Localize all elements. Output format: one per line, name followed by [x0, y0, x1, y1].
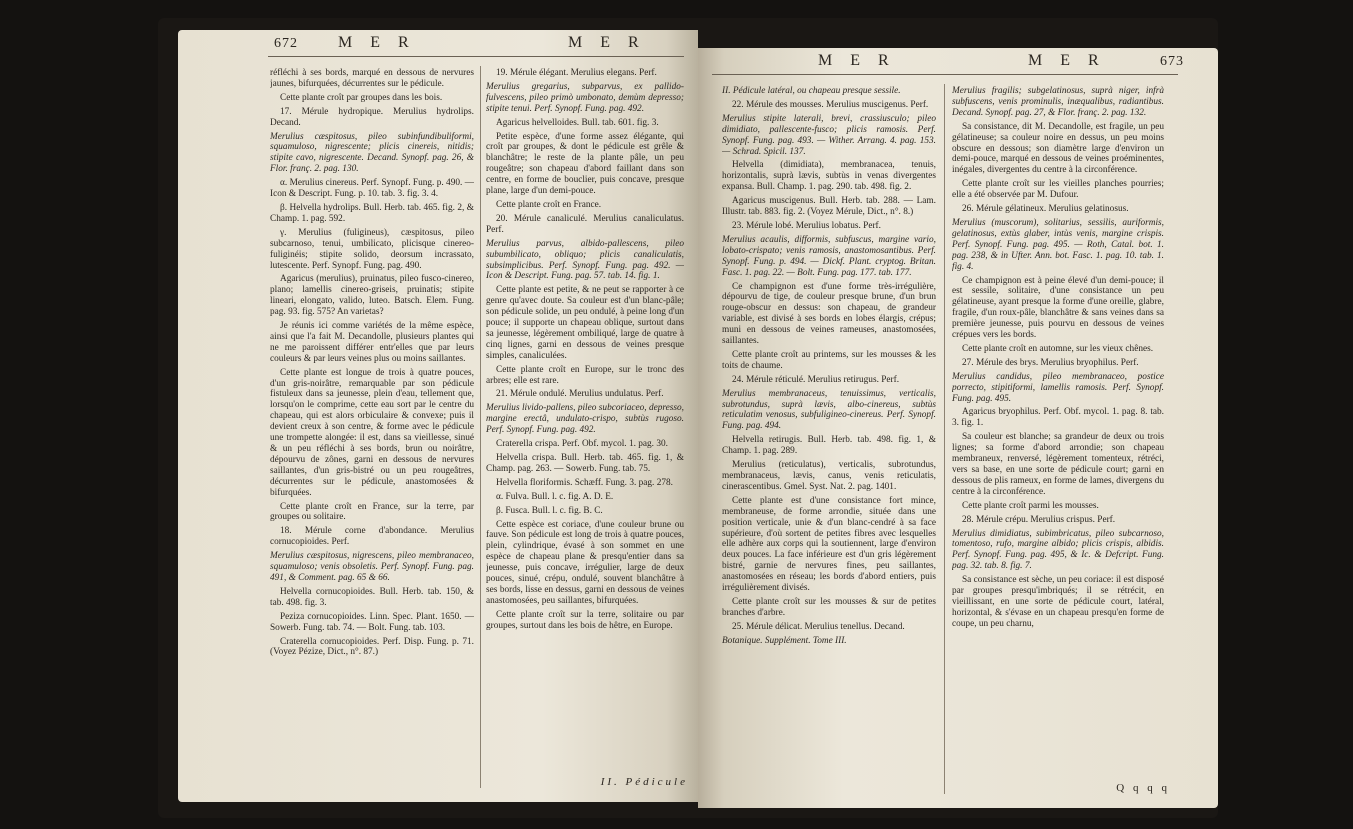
- entry-heading: 27. Mérule des brys. Merulius bryophilus. Perf.: [962, 357, 1139, 368]
- entry-heading: 18. Mérule corne d'abondance. Merulius cornucopioides. Perf.: [270, 526, 474, 548]
- paragraph: Agaricus bryophilus. Perf. Obf. mycol. 1. pag. 8. tab. 3. fig. 1.: [952, 407, 1164, 429]
- left-page: [178, 30, 698, 802]
- paragraph: Merulius fragilis; subgelatinosus, suprà niger, infrà subfuscens, venis prominulis, inæqualibus, radiantibus. Decand. Synopf. pag. 27, & Flor. franç. 2. pag. 132.: [952, 86, 1164, 118]
- paragraph: Merulius cæspitosus, nigrescens, pileo membranaceo, squamuloso; venis obsoletis. Perf. Synopf. Fung. pag. 491, & Comment. pag. 65 & 66.: [270, 551, 474, 583]
- entry-heading: 17. Mérule hydropique. Merulius hydrolips. Decand.: [270, 106, 474, 128]
- paragraph: β. Fusca. Bull. l. c. fig. B. C.: [496, 505, 603, 516]
- paragraph: Ce champignon est à peine élevé d'un demi-pouce; il est sessile, solitaire, d'une consistance un peu gélatineuse, ayant presque la forme d'une oreille, glabre, fragile, d'un roux-pâle, blanchâtre & sans veines dans sa première jeunesse, puis pourvu en dessous de veines crépues vers les bords.: [952, 275, 1164, 341]
- paragraph: Merulius gregarius, subparvus, ex pallido-fulvescens, pileo primò umbonato, demùm depresso; stipite tenui. Perf. Synopf. Fung. pag. 492.: [486, 81, 684, 114]
- paragraph: Helvella floriformis. Schæff. Fung. 3. pag. 278.: [496, 477, 673, 488]
- entry-heading: 22. Mérule des mousses. Merulius muscigenus. Perf.: [732, 99, 929, 110]
- left-header-rule: [268, 56, 684, 57]
- right-header-rule: [712, 74, 1178, 75]
- right-running-head-2: M E R: [1028, 52, 1106, 69]
- paragraph: Cette plante croît en Europe, sur le tronc des arbres; elle est rare.: [486, 364, 684, 386]
- left-page-number: 672: [274, 36, 298, 51]
- paragraph: Craterella cornucopioides. Perf. Disp. Fung. p. 71. (Voyez Pézize, Dict., n°. 87.): [270, 636, 474, 658]
- left-column-separator: [480, 66, 481, 788]
- paragraph: Agaricus helvelloides. Bull. tab. 601. fig. 3.: [496, 117, 659, 128]
- left-running-head-2: M E R: [568, 34, 646, 51]
- paragraph: Craterella crispa. Perf. Obf. mycol. 1. pag. 30.: [496, 439, 668, 450]
- paragraph: Peziza cornucopioides. Linn. Spec. Plant. 1650. — Sowerb. Fung. tab. 74. — Bolt. Fung. tab. 103.: [270, 611, 474, 633]
- paragraph: Cette plante croît en automne, sur les vieux chênes.: [962, 343, 1154, 354]
- paragraph: Cette plante croît parmi les mousses.: [962, 500, 1099, 511]
- paragraph: Merulius cæspitosus, pileo subinfundibuliformi, squamuloso, nigrescente; plicis cinereis, nitidis; stipite cavo, nigrescente. Decand. Synopf. pag. 26, & Flor. franç. 2. pag. 130.: [270, 131, 474, 175]
- paragraph: Agaricus muscigenus. Bull. Herb. tab. 288. — Lam. Illustr. tab. 883. fig. 2. (Voyez Mérule, Dict., n°. 8.): [722, 196, 936, 218]
- paragraph: Cette plante croît au printems, sur les mousses & les toits de chaume.: [722, 349, 936, 371]
- paragraph: Cette plante croît sur les mousses & sur de petites branches d'arbre.: [722, 596, 936, 618]
- right-column-2: [952, 86, 1164, 798]
- paragraph: Cette plante croît en France.: [496, 199, 602, 210]
- paragraph: Cette plante croît sur les vieilles planches pourries; elle a été observée par M. Dufour.: [952, 179, 1164, 201]
- paragraph: Merulius dimidiatus, subimbricatus, pileo subcarnoso, tomentoso, rufo, margine albido; plicis crispis, albidis. Perf. Synopf. Fung. pag. 495, & Ic. & Defcript. Fung. pag. 32. tab. 8. fig. 7.: [952, 528, 1164, 572]
- paragraph: Merulius membranaceus, tenuissimus, verticalis, subrotundus, suprà lævis, albo-cinereus, subtùs reticulatim venosus, subfuligineo-cinereus. Perf. Synopf. Fung. pag. 494.: [722, 388, 936, 432]
- paragraph: Botanique. Supplément. Tome III.: [722, 635, 847, 646]
- right-column-1: [722, 86, 936, 798]
- paragraph: Merulius (reticulatus), verticalis, subrotundus, membranaceus, lævis, canus, venis reticulatis, cinerascentibus. Gmel. Syst. Nat. 2. pag. 1401.: [722, 460, 936, 492]
- paragraph: Sa consistance, dit M. Decandolle, est fragile, un peu gélatineuse; sa couleur noire en dessus, un peu moins obscure en dessous; son diamètre large d'environ un demi-pouce, marqué en dessous de veines proéminentes, inégales, divergentes du centre à la circonférence.: [952, 121, 1164, 176]
- paragraph: Cette plante croît par groupes dans les bois.: [280, 92, 443, 103]
- paragraph: γ. Merulius (fuligineus), cæspitosus, pileo subcarnoso, tenui, umbilicato, plicisque cinereo-fuliginéis; stipite solido, deorsum incrassato, lutescente. Perf. Synopf. Fung. pag. 490.: [270, 227, 474, 271]
- paragraph: Cette espèce est coriace, d'une couleur brune ou fauve. Son pédicule est long de trois à quatre pouces, plein, cylindrique, évasé à son sommet en une espèce de chapeau plane & presqu'entier dans sa jeunesse, puis concave, irrégulier, large de deux pouces, sinué, crépu, ondulé, souvent blanchâtre à ses bords, lisse en dessus, garni en dessous de veines anastomosées, peu saillantes, bifurquées.: [486, 519, 684, 606]
- left-column-2: [486, 68, 684, 792]
- paragraph: Cette plante est d'une consistance fort mince, membraneuse, de forme arrondie, située dans une position verticale, unie & d'un blanc-cendré à sa face supérieure, d'où sortent de petites fibres avec lesquelles elle adhère aux corps qui la soutiennent, large d'environ deux pouces. La face inférieure est d'un gris légèrement bistré, garnie de nervures fines, peu saillantes, anastomosées en réseau; les bords d'abord entiers, puis irrégulièrement divisés.: [722, 495, 936, 594]
- right-running-head-1: M E R: [818, 52, 896, 69]
- right-column-separator: [944, 84, 945, 794]
- right-catchword: Q q q q: [1116, 782, 1170, 794]
- paragraph: Je réunis ici comme variétés de la même espèce, ainsi que l'a fait M. Decandolle, plusieurs plantes qui ne me paroissent différer entr'elles que par leurs couleurs & par leurs veines plus ou moins saillantes.: [270, 321, 474, 364]
- entry-heading: 19. Mérule élégant. Merulius elegans. Perf.: [496, 68, 657, 78]
- entry-heading: 25. Mérule délicat. Merulius tenellus. Decand.: [732, 621, 905, 632]
- paragraph: Helvella cornucopioides. Bull. Herb. tab. 150, & tab. 498. fig. 3.: [270, 586, 474, 608]
- paragraph: Merulius acaulis, difformis, subfuscus, margine vario, lobato-crispato; venis ramosis, anastomosantibus. Perf. Synopf. Fung. p. 494. — Dickf. Plant. cryptog. Britan. Fasc. 1. pag. 22. — Bolt. Fung. pag. 177. tab. 177.: [722, 234, 936, 278]
- left-catchword: II. Pédicule: [600, 776, 688, 788]
- entry-heading: 24. Mérule réticulé. Merulius retirugus. Perf.: [732, 374, 900, 385]
- paragraph: α. Fulva. Bull. l. c. fig. A. D. E.: [496, 491, 614, 502]
- paragraph: II. Pédicule latéral, ou chapeau presque sessile.: [722, 86, 901, 96]
- paragraph: Sa consistance est sèche, un peu coriace: il est disposé par groupes presqu'imbriqués; il se rétrécit, en vieillissant, en une sorte de pédicule court, latéral, horizontal, & s'évase en un chapeau presqu'en forme de coupe, un peu charnu,: [952, 575, 1164, 629]
- paragraph: Helvella retirugis. Bull. Herb. tab. 498. fig. 1, & Champ. 1. pag. 289.: [722, 435, 936, 457]
- entry-heading: 28. Mérule crépu. Merulius crispus. Perf.: [962, 514, 1116, 525]
- paragraph: Agaricus (merulius), pruinatus, pileo fusco-cinereo, plano; lamellis cinereo-griseis, pruinatis; stipite lineari, elongato, valido, luteo. Batsch. Elem. Fung. pag. 93. fig. 575? An varietas?: [270, 274, 474, 318]
- paragraph: Merulius candidus, pileo membranaceo, postice porrecto, stipitiformi, lamellis ramosis. Perf. Synopf. Fung. pag. 495.: [952, 371, 1164, 404]
- paragraph: Merulius stipite laterali, brevi, crassiusculo; pileo dimidiato, pallescente-fusco; plicis ramosis. Perf. Synopf. Fung. pag. 493. — Wither. Arrang. 4. pag. 153. — Schrad. Spicil. 137.: [722, 113, 936, 157]
- paragraph: Cette plante croît en France, sur la terre, par groupes ou solitaire.: [270, 501, 474, 523]
- paragraph: Cette plante est longue de trois à quatre pouces, d'un gris-noirâtre, remarquable par son pédicule fistuleux dans sa jeunesse, plein d'eau, tellement que, lorsqu'on le comprime, cette eau sort par le centre du chapeau, qui est alors orbiculaire & convexe; puis il devient creux à son centre, & forme avec le pédicule une trompette alongée: il est, dans sa vieillesse, sinué & un peu réfléchi à ses bords, brun ou noirâtre, dépourvu de zônes, garni en dessous de nervures saillantes, d'un gris-bistré ou un peu rougeâtres, décurrentes sur le pédicule, anastomosées & bifurquées.: [270, 367, 474, 498]
- right-page: [698, 48, 1218, 808]
- paragraph: Helvella crispa. Bull. Herb. tab. 465. fig. 1, & Champ. pag. 263. — Sowerb. Fung. tab. 75.: [486, 453, 684, 474]
- paragraph: Cette plante croît sur la terre, solitaire ou par groupes, surtout dans les bois de hêtre, en Europe.: [486, 609, 684, 631]
- left-column-1: [270, 68, 474, 792]
- paragraph: β. Helvella hydrolips. Bull. Herb. tab. 465. fig. 2, & Champ. 1. pag. 592.: [270, 202, 474, 224]
- paragraph: Ce champignon est d'une forme très-irrégulière, dépourvu de tige, de couleur presque brune, d'un brun rouge-obscur en dessus: son chapeau, de grandeur variable, est divisé à ses bords en lobes élargis, crépus; muni en dessous de veines rameuses, anastomosées, saillantes.: [722, 281, 936, 347]
- right-page-number: 673: [1160, 54, 1184, 69]
- entry-heading: 20. Mérule canaliculé. Merulius canaliculatus. Perf.: [486, 213, 684, 235]
- paragraph: réfléchi à ses bords, marqué en dessous de nervures jaunes, bifurquées, décurrentes sur le pédicule.: [270, 68, 474, 89]
- entry-heading: 23. Mérule lobé. Merulius lobatus. Perf.: [732, 220, 881, 231]
- paragraph: Merulius livido-pallens, pileo subcoriaceo, depresso, margine erectâ, undulato-crispo, subtùs rugoso. Perf. Synopf. Fung. pag. 492.: [486, 403, 684, 436]
- paragraph: Cette plante est petite, & ne peut se rapporter à ce genre qu'avec doute. Sa couleur est d'un blanc-pâle; son pédicule solide, un peu ondulé, à peine long d'un pouce; il supporte un chapeau oblique, surtout dans sa jeunesse, légèrement ombiliqué, large de quatre à cinq lignes, garni en dessous de veines presque simples, canaliculées.: [486, 285, 684, 361]
- entry-heading: 21. Mérule ondulé. Merulius undulatus. Perf.: [496, 389, 664, 400]
- paragraph: Merulius (muscorum), solitarius, sessilis, auriformis, gelatinosus, extùs glaber, intùs venis, margine crispis. Perf. Synopf. Fung. pag. 495. — Roth, Catal. bot. 1. pag. 238, & in Ufter. Ann. bot. Fasc. 1. pag. 10. tab. 1. fig. 4.: [952, 217, 1164, 272]
- entry-heading: 26. Mérule gélatineux. Merulius gelatinosus.: [962, 204, 1129, 215]
- left-running-head-1: M E R: [338, 34, 416, 51]
- paragraph: α. Merulius cinereus. Perf. Synopf. Fung. p. 490. — Icon & Descript. Fung. p. 10. tab. 3. fig. 3. 4.: [270, 178, 474, 200]
- paragraph: Merulius parvus, albido-pallescens, pileo subumbilicato, obliquo; plicis canaliculatis, subsimplicibus. Perf. Synopf. Fung. pag. 492. — Icon & Descript. Fung. pag. 57. tab. 14. fig. 1.: [486, 238, 684, 282]
- paragraph: Petite espèce, d'une forme assez élégante, qui croît par groupes, & dont le pédicule est grêle & blanchâtre; le reste de la plante pâle, un peu rougeâtre; son chapeau d'abord faillant dans son centre, en forme de bouclier, puis concave, presque plane, large d'un demi-pouce.: [486, 131, 684, 197]
- paragraph: Sa couleur est blanche; sa grandeur de deux ou trois lignes; sa forme d'abord arrondie; son chapeau membraneux, renversé, légèrement tomenteux, rétréci, vers sa base, en une sorte de pédicule court; garni en dessous de plis rameux, en forme de lames, divergens du centre à la circonférence.: [952, 432, 1164, 497]
- paragraph: Helvella (dimidiata), membranacea, tenuis, horizontalis, suprà lævis, subtùs in venas divergentes expansa. Bull. Champ. 1. pag. 290. tab. 498. fig. 2.: [722, 160, 936, 193]
